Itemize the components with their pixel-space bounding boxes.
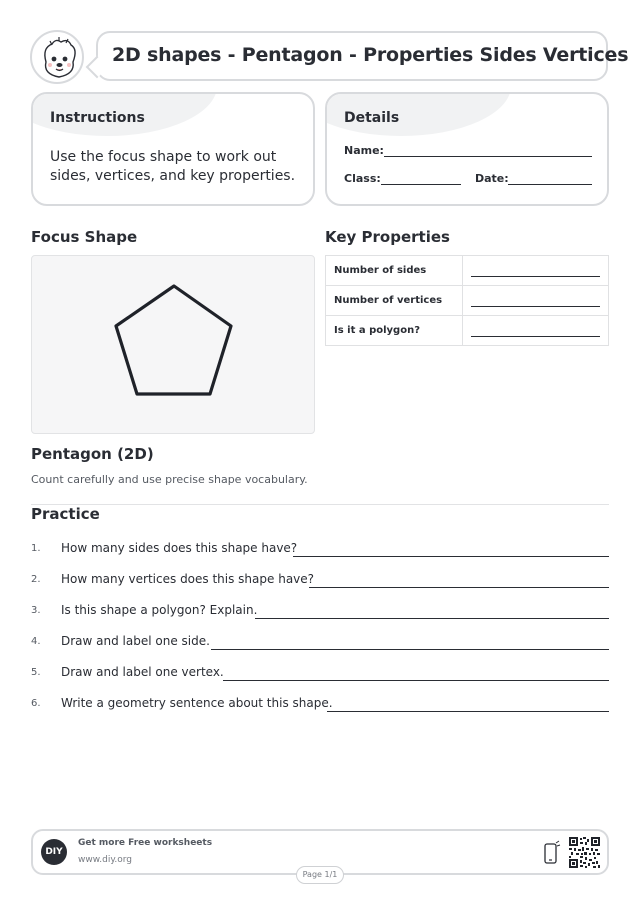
answer-line[interactable]: [309, 587, 609, 588]
table-row: [326, 286, 609, 316]
instructions-title: Instructions: [50, 110, 145, 126]
property-answer-field[interactable]: [463, 286, 609, 316]
details-title: Details: [344, 110, 400, 126]
footer-url-link[interactable]: www.diy.org: [78, 855, 132, 865]
property-answer-field[interactable]: [463, 256, 609, 286]
table-row: [326, 256, 609, 286]
table-row: [326, 316, 609, 346]
question-number: 4.: [31, 636, 41, 647]
instructions-text: Use the focus shape to work out sides, vertices, and key properties.: [50, 149, 296, 184]
title-banner: [96, 31, 629, 81]
diy-logo[interactable]: DIY: [41, 839, 67, 865]
name-label: Name:: [344, 144, 384, 157]
answer-line[interactable]: [211, 649, 609, 650]
shape-subtitle: Count carefully and use precise shape vocabulary.: [31, 473, 308, 486]
focus-shape-panel: [31, 255, 315, 434]
question-number: 1.: [31, 543, 41, 554]
worksheet-title: 2D shapes - Pentagon - Properties Sides Vertices: [112, 44, 629, 66]
key-properties-table: [325, 255, 609, 346]
question-number: 3.: [31, 605, 41, 616]
property-answer-field[interactable]: [463, 316, 609, 346]
question-number: 5.: [31, 667, 41, 678]
question-text: How many vertices does this shape have?: [61, 572, 315, 586]
question-text: Draw and label one vertex.: [61, 665, 224, 679]
property-label: Number of sides: [326, 256, 463, 286]
list-item: [31, 603, 609, 623]
practice-heading: Practice: [31, 505, 100, 523]
key-properties-heading: Key Properties: [325, 228, 450, 246]
answer-line[interactable]: [223, 680, 609, 681]
shape-name: Pentagon (2D): [31, 445, 154, 463]
name-field[interactable]: [384, 156, 592, 157]
property-label: Number of vertices: [326, 286, 463, 316]
question-text: Is this shape a polygon? Explain.: [61, 603, 258, 617]
answer-line[interactable]: [293, 556, 609, 557]
question-number: 6.: [31, 698, 41, 709]
list-item: [31, 541, 609, 561]
question-text: How many sides does this shape have?: [61, 541, 298, 555]
details-card: [325, 92, 609, 206]
list-item: [31, 665, 609, 685]
footer-promo-text: Get more Free worksheets: [78, 838, 213, 848]
class-label: Class:: [344, 172, 381, 185]
qr-code-icon[interactable]: [569, 837, 600, 868]
page-indicator: Page 1/1: [296, 866, 344, 884]
question-number: 2.: [31, 574, 41, 585]
question-text: Write a geometry sentence about this shape.: [61, 696, 333, 710]
date-label: Date:: [475, 172, 509, 185]
answer-line[interactable]: [255, 618, 609, 619]
divider: [31, 504, 609, 505]
list-item: [31, 572, 609, 592]
list-item: [31, 634, 609, 654]
question-text: Draw and label one side.: [61, 634, 210, 648]
mascot-avatar: [30, 30, 84, 84]
date-field[interactable]: [508, 184, 592, 185]
pentagon-shape: [32, 256, 316, 435]
class-field[interactable]: [381, 184, 461, 185]
property-label: Is it a polygon?: [326, 316, 463, 346]
phone-icon: [543, 840, 561, 866]
focus-shape-heading: Focus Shape: [31, 228, 138, 246]
list-item: [31, 696, 609, 716]
answer-line[interactable]: [327, 711, 609, 712]
instructions-card: [31, 92, 315, 206]
